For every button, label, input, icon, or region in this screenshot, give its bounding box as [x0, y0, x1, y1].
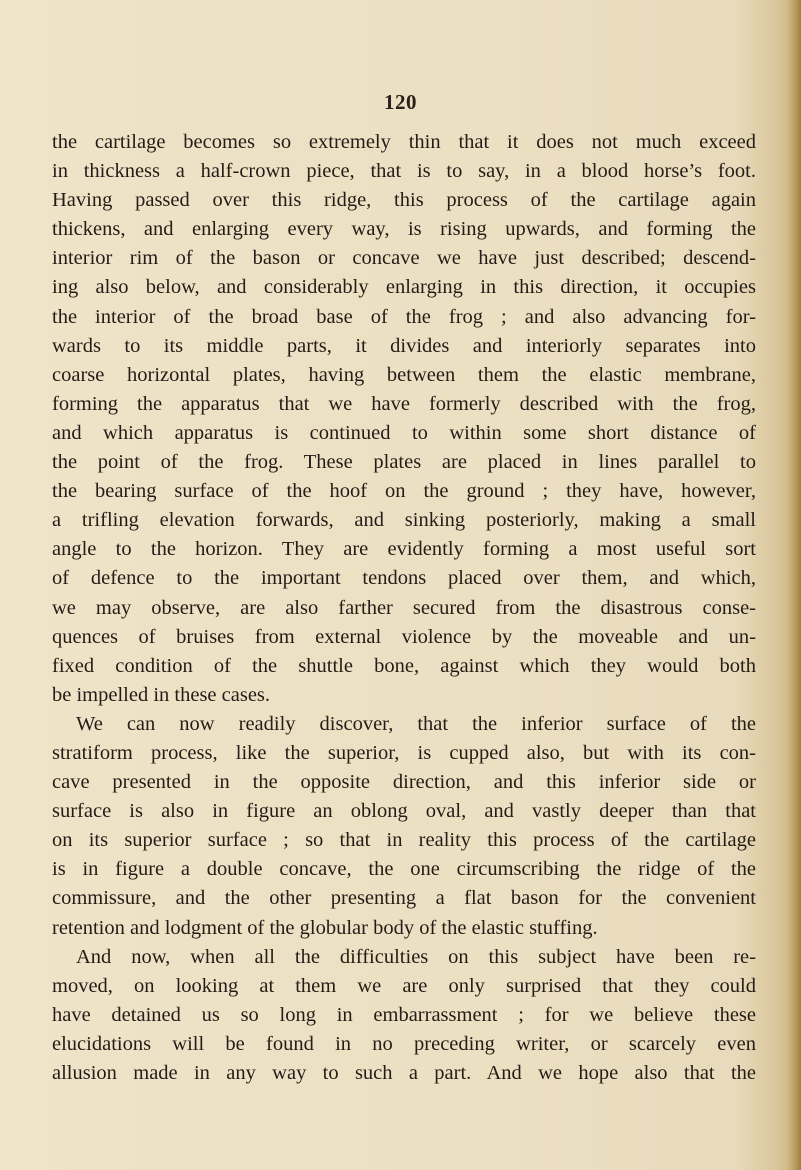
text-line: commissure, and the other presenting a flat bason for the convenient — [52, 887, 756, 910]
text-line: forming the apparatus that we have formerly described with the frog, — [52, 392, 756, 415]
text-line: cave presented in the opposite direction, and this inferior side or — [52, 771, 756, 794]
text-line: moved, on looking at them we are only surprised that they could — [52, 974, 756, 997]
text-line: the cartilage becomes so extremely thin that it does not much exceed — [52, 131, 756, 153]
text-line: quences of bruises from external violence by the moveable and un- — [52, 625, 756, 648]
text-line: And now, when all the difficulties on this subject have been re- — [76, 945, 756, 968]
text-line: retention and lodgment of the globular body of the elastic stuffing. — [52, 916, 598, 939]
body-text — [52, 128, 756, 1088]
text-line: ing also below, and considerably enlarging in this direction, it occupies — [52, 276, 756, 299]
text-line: coarse horizontal plates, having between them the elastic membrane, — [52, 363, 756, 386]
text-line: the bearing surface of the hoof on the ground ; they have, however, — [52, 480, 756, 503]
text-line: the point of the frog. These plates are placed in lines parallel to — [52, 451, 756, 474]
text-line: elucidations will be found in no preceding writer, or scarcely even — [52, 1032, 756, 1055]
text-line: and which apparatus is continued to within some short distance of — [52, 421, 756, 444]
text-line: is in figure a double concave, the one circumscribing the ridge of the — [52, 858, 756, 881]
text-line: on its superior surface ; so that in reality this process of the cartilage — [52, 829, 756, 852]
text-line: wards to its middle parts, it divides and interiorly separates into — [52, 334, 756, 357]
text-line: Having passed over this ridge, this process of the cartilage again — [52, 189, 756, 212]
page-number: 120 — [384, 90, 417, 114]
text-line: We can now readily discover, that the inferior surface of the — [76, 712, 756, 735]
text-line: of defence to the important tendons placed over them, and which, — [52, 567, 756, 590]
text-line: interior rim of the bason or concave we have just described; descend- — [52, 247, 756, 270]
text-line: surface is also in figure an oblong oval, and vastly deeper than that — [52, 800, 756, 823]
text-line: the interior of the broad base of the frog ; and also advancing for- — [52, 305, 756, 328]
text-line: we may observe, are also farther secured from the disastrous conse- — [52, 596, 756, 619]
page-edge-shadow — [787, 0, 801, 1170]
text-line: thickens, and enlarging every way, is rising upwards, and forming the — [52, 218, 756, 241]
text-line: allusion made in any way to such a part. And we hope also that the — [52, 1062, 756, 1084]
text-line: fixed condition of the shuttle bone, against which they would both — [52, 654, 756, 677]
text-line: in thickness a half-crown piece, that is to say, in a blood horse’s foot. — [52, 160, 756, 183]
text-line: be impelled in these cases. — [52, 683, 271, 706]
text-line: angle to the horizon. They are evidently forming a most useful sort — [52, 538, 756, 561]
text-line: stratiform process, like the superior, is cupped also, but with its con- — [52, 741, 756, 764]
text-line: a trifling elevation forwards, and sinking posteriorly, making a small — [52, 509, 756, 532]
text-line: have detained us so long in embarrassment ; for we believe these — [52, 1003, 756, 1026]
